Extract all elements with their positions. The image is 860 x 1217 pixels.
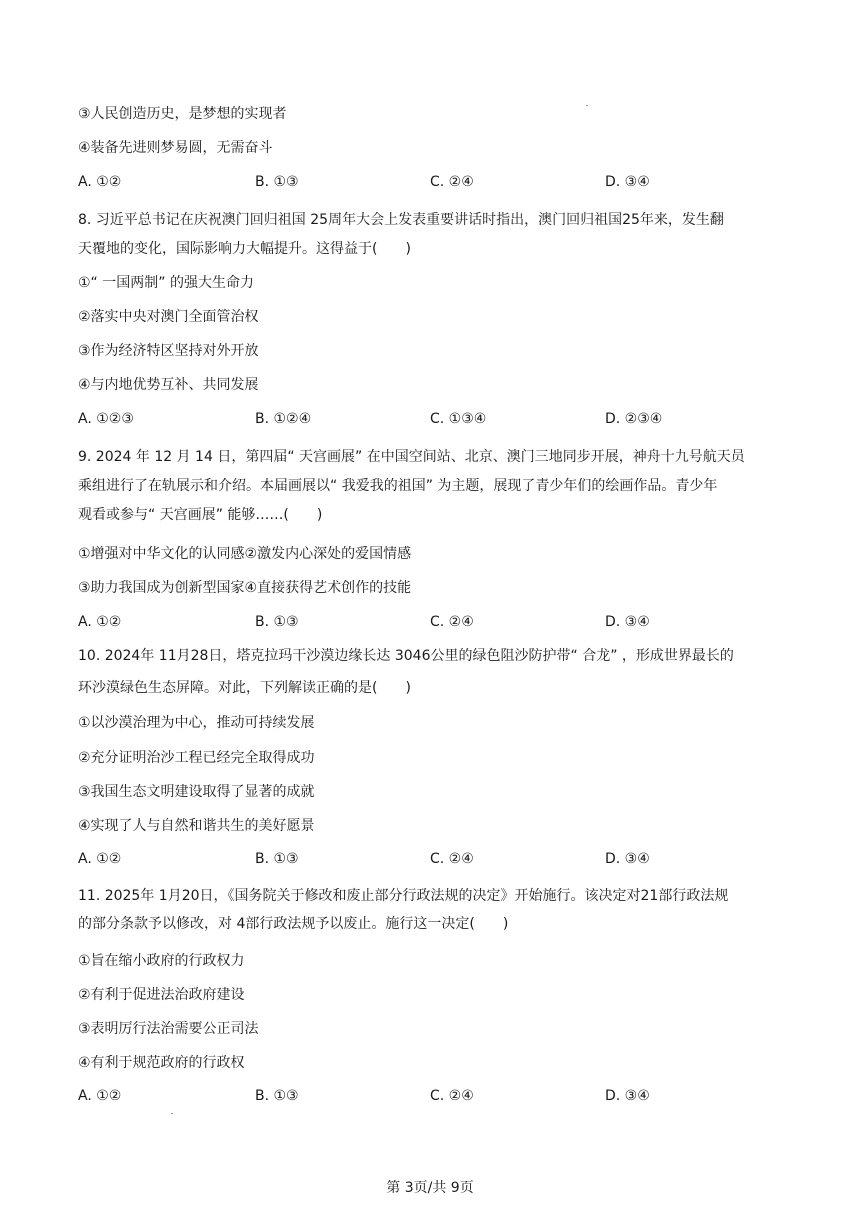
scan-speck xyxy=(171,1113,173,1114)
q11-choice-d[interactable]: D. ③④ xyxy=(605,1088,650,1104)
q9-choice-c[interactable]: C. ②④ xyxy=(430,614,474,630)
q9-option-items-3-4: ③助力我国成为创新型国家④直接获得艺术创作的技能 xyxy=(78,580,412,596)
q9-choice-a[interactable]: A. ①② xyxy=(78,614,122,630)
q8-choice-b[interactable]: B. ①②④ xyxy=(255,411,312,427)
q8-choice-d[interactable]: D. ②③④ xyxy=(605,411,663,427)
q8-option-item-2: ②落实中央对澳门全面管治权 xyxy=(78,309,259,325)
q11-option-item-2: ②有利于促进法治政府建设 xyxy=(78,987,245,1003)
q11-choice-a[interactable]: A. ①② xyxy=(78,1088,122,1104)
q7-choice-c[interactable]: C. ②④ xyxy=(430,174,474,190)
q10-choice-c[interactable]: C. ②④ xyxy=(430,851,474,867)
q7-option-item-3: ③人民创造历史，是梦想的实现者 xyxy=(78,106,287,122)
q7-choice-b[interactable]: B. ①③ xyxy=(255,174,299,190)
q10-choice-a[interactable]: A. ①② xyxy=(78,851,122,867)
q11-stem-line-1: 11. 2025年 1月20日，《国务院关于修改和废止部分行政法规的决定》开始施行。该决定对21部行政法规 xyxy=(78,888,729,904)
q9-choice-b[interactable]: B. ①③ xyxy=(255,614,299,630)
scan-speck xyxy=(586,105,588,106)
q8-option-item-4: ④与内地优势互补、共同发展 xyxy=(78,377,259,393)
q7-answer-choices xyxy=(78,172,778,192)
q7-option-item-4: ④装备先进则梦易圆，无需奋斗 xyxy=(78,140,273,156)
q10-stem-line-1: 10. 2024年 11月28日，塔克拉玛干沙漠边缘长达 3046公里的绿色阻沙防护带“ 合龙” ，形成世界最长的 xyxy=(78,648,734,664)
q11-option-item-4: ④有利于规范政府的行政权 xyxy=(78,1055,245,1071)
q8-choice-a[interactable]: A. ①②③ xyxy=(78,411,134,427)
q9-answer-choices xyxy=(78,612,778,632)
q8-option-item-1: ①“ 一国两制” 的强大生命力 xyxy=(78,275,254,291)
q10-answer-choices xyxy=(78,849,778,869)
q11-answer-choices xyxy=(78,1086,778,1106)
q11-option-item-3: ③表明厉行法治需要公正司法 xyxy=(78,1021,259,1037)
q8-option-item-3: ③作为经济特区坚持对外开放 xyxy=(78,343,259,359)
q10-option-item-4: ④实现了人与自然和谐共生的美好愿景 xyxy=(78,818,315,834)
q10-option-item-2: ②充分证明治沙工程已经完全取得成功 xyxy=(78,750,315,766)
q7-choice-d[interactable]: D. ③④ xyxy=(605,174,650,190)
q11-option-item-1: ①旨在缩小政府的行政权力 xyxy=(78,953,245,969)
q10-option-item-1: ①以沙漠治理为中心，推动可持续发展 xyxy=(78,715,315,731)
q11-stem-line-2: 的部分条款予以修改，对 4部行政法规予以废止。施行这一决定( ) xyxy=(78,916,509,932)
q11-choice-c[interactable]: C. ②④ xyxy=(430,1088,474,1104)
q10-stem-line-2: 环沙漠绿色生态屏障。对此，下列解读正确的是( ) xyxy=(78,680,411,696)
q10-option-item-3: ③我国生态文明建设取得了显著的成就 xyxy=(78,784,315,800)
q8-choice-c[interactable]: C. ①③④ xyxy=(430,411,487,427)
q8-answer-choices xyxy=(78,409,778,429)
q9-option-items-1-2: ①增强对中华文化的认同感②激发内心深处的爱国情感 xyxy=(78,546,412,562)
q10-choice-d[interactable]: D. ③④ xyxy=(605,851,650,867)
q10-choice-b[interactable]: B. ①③ xyxy=(255,851,299,867)
q9-choice-d[interactable]: D. ③④ xyxy=(605,614,650,630)
q8-stem-line-2: 天覆地的变化，国际影响力大幅提升。这得益于( ) xyxy=(78,241,411,257)
q9-stem-line-2: 乘组进行了在轨展示和介绍。本届画展以“ 我爱我的祖国” 为主题，展现了青少年们的绘画作品。青少年 xyxy=(78,478,718,494)
q9-stem-line-3: 观看或参与“ 天宫画展” 能够……( ) xyxy=(78,507,323,523)
q7-choice-a[interactable]: A. ①② xyxy=(78,174,122,190)
q9-stem-line-1: 9. 2024 年 12 月 14 日，第四届“ 天宫画展” 在中国空间站、北京、澳门三地同步开展，神舟十九号航天员 xyxy=(78,449,745,465)
q8-stem-line-1: 8. 习近平总书记在庆祝澳门回归祖国 25周年大会上发表重要讲话时指出，澳门回归祖国25年来，发生翻 xyxy=(78,212,724,228)
q11-choice-b[interactable]: B. ①③ xyxy=(255,1088,299,1104)
page-footer: 第 3页/共 9页 xyxy=(386,1180,474,1196)
